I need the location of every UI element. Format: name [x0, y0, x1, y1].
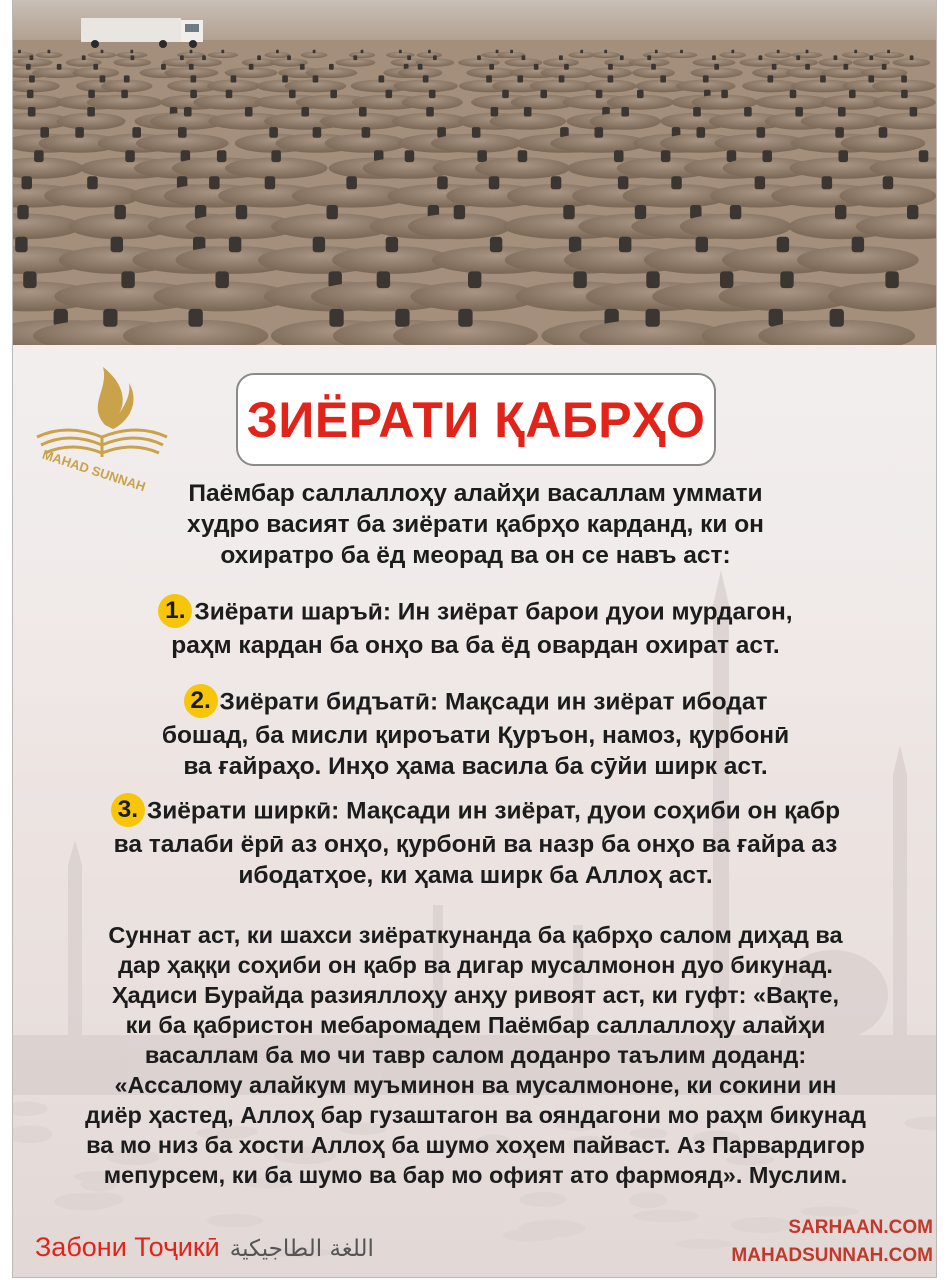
grave-stone: [619, 237, 631, 253]
grave-stone: [712, 55, 716, 60]
grave-stone: [330, 90, 337, 98]
grave-stone: [300, 64, 305, 70]
grave-stone: [75, 127, 84, 138]
grave-stone: [661, 150, 671, 162]
grave-stone: [100, 75, 106, 82]
grave-stone: [329, 309, 343, 327]
grave-stone: [820, 75, 826, 82]
grave-stone: [377, 271, 390, 288]
grave-stone: [111, 237, 123, 253]
mahad-sunnah-logo: [17, 345, 187, 495]
grave-stone: [714, 64, 719, 70]
grave-stone: [510, 50, 513, 54]
grave-stone: [101, 50, 104, 54]
grave-stone: [727, 150, 737, 162]
sunnah-line: мепурсем, ки ба шумо ва бар мо офият ато фармояд». Муслим.: [103, 1162, 848, 1188]
grave-stone: [806, 50, 809, 54]
grave-stone: [646, 271, 659, 288]
grave-stone: [125, 150, 135, 162]
sunnah-line: Ҳадиси Бурайда разияллоҳу анҳу ривоят аст, ки гуфт: «Вақте,: [112, 982, 839, 1008]
grave-stone: [680, 50, 683, 54]
grave-stone: [184, 107, 192, 117]
grave-stone: [289, 90, 296, 98]
sunnah-line: ва мо низ ба хости Аллоҳ ба шумо хоҳем пайваст. Аз Парвардигор: [86, 1132, 865, 1158]
number-badge: 1.: [158, 594, 192, 628]
grave-stone: [87, 107, 95, 117]
grave-stone: [835, 205, 846, 219]
grave-stone: [17, 205, 28, 219]
list-item-line: бошад, ба мисли қироъати Қуръон, намоз, қурбонӣ: [161, 722, 790, 749]
grave-stone: [564, 64, 569, 70]
grave-stone: [620, 55, 624, 60]
grave-stone: [29, 75, 35, 82]
list-item-3: [13, 795, 937, 891]
grave-stone: [534, 64, 539, 70]
grave-stone: [209, 176, 220, 189]
grave-stone: [202, 55, 206, 60]
grave-stone: [428, 50, 431, 54]
grave-stone: [730, 205, 741, 219]
page-title: ЗИЁРАТИ ҚАБРҲО: [246, 391, 706, 448]
grave-stone: [161, 64, 166, 70]
grave-stone: [399, 50, 402, 54]
grave-stone: [433, 55, 437, 60]
grave-stone: [221, 50, 224, 54]
grave-stone: [34, 150, 44, 162]
intro-line: худро васият ба зиёрати қабрҳо карданд, ки он: [187, 511, 764, 538]
grave-stone: [28, 107, 36, 117]
grave-stone: [540, 90, 547, 98]
grave-stone: [301, 107, 309, 117]
grave-stone: [418, 64, 423, 70]
grave-stone: [703, 75, 709, 82]
background-mound: [519, 1192, 566, 1207]
grave-stone: [559, 55, 563, 60]
sunnah-line: «Ассалому алайкум муъминон ва мусалмононе, ки сокини ин: [114, 1072, 837, 1098]
grave-stone: [313, 75, 319, 82]
grave-stone: [477, 55, 481, 60]
grave-stone: [236, 205, 247, 219]
grave-stone: [879, 127, 888, 138]
grave-stone: [407, 55, 411, 60]
grave-stone: [93, 64, 98, 70]
grave-stone: [226, 90, 233, 98]
grave-stone: [353, 55, 357, 60]
grave-stone: [720, 271, 733, 288]
grave-stone: [777, 50, 780, 54]
grave-stone: [780, 271, 793, 288]
grave-stone: [359, 107, 367, 117]
grave-stone: [744, 107, 752, 117]
grave-stone: [755, 176, 766, 189]
grave-stone: [835, 127, 844, 138]
grave-stone: [57, 64, 62, 70]
grave-stone: [477, 150, 487, 162]
grave-stone: [907, 205, 918, 219]
grave-stone: [313, 237, 325, 253]
flame-icon: [98, 367, 134, 429]
grave-stone: [491, 107, 499, 117]
list-item-line: ва ғайраҳо. Инҳо ҳама васила ба сӯйи ширк аст.: [183, 753, 768, 780]
grave-stone: [257, 55, 261, 60]
grave-stone: [635, 205, 646, 219]
number-badge: 3.: [111, 793, 145, 827]
grave-stone: [614, 150, 624, 162]
sunnah-line: васаллам ба мо чи тавр салом доданро таълим доданд:: [144, 1042, 807, 1068]
sunnah-line: дар ҳаққи соҳиби он қабр ва дигар мусалмонон дуо бикунад.: [118, 952, 833, 978]
list-item-1: [13, 596, 937, 661]
grave-stone: [647, 55, 651, 60]
grave-stone: [22, 176, 33, 189]
grave-stone: [362, 127, 371, 138]
website-link-mahadsunnah[interactable]: MAHADSUNNAH.COM: [731, 1245, 933, 1266]
list-item-line: ибодатҳое, ки ҳама ширк ба Аллоҳ аст.: [238, 862, 713, 889]
grave-stone: [217, 150, 227, 162]
intro-line: Паёмбар саллаллоҳу алайҳи васаллам уммати: [188, 480, 763, 507]
grave-stone: [660, 75, 666, 82]
number-badge: 2.: [184, 684, 218, 718]
grave-stone: [839, 150, 849, 162]
grave-stone: [910, 55, 914, 60]
list-item-line: [13, 596, 937, 630]
grave-stone: [621, 107, 629, 117]
grave-stone: [849, 90, 856, 98]
grave-stone: [518, 150, 528, 162]
intro-line: охиратро ба ёд меорад ва он се навъ аст:: [220, 542, 731, 569]
cemetery-photo: [13, 0, 937, 345]
background-mound: [503, 1229, 557, 1241]
grave-stone: [919, 150, 929, 162]
grave-stone: [190, 50, 193, 54]
grave-stone: [573, 271, 586, 288]
grave-stone: [868, 75, 874, 82]
grave-stone: [608, 75, 614, 82]
grave-stone: [768, 75, 774, 82]
grave-stone: [103, 309, 117, 327]
cemetery-photo-svg: [13, 0, 937, 345]
grave-stone: [271, 150, 281, 162]
grave-stone: [313, 50, 316, 54]
grave-stone: [772, 64, 777, 70]
grave-stone: [805, 64, 810, 70]
grave-stone: [655, 50, 658, 54]
grave-stone: [287, 55, 291, 60]
grave-stone: [178, 127, 187, 138]
sunnah-line: Суннат аст, ки шахси зиёраткунанда ба қабрҳо салом диҳад ва: [108, 922, 843, 948]
grave-stone: [30, 55, 34, 60]
grave-stone: [282, 75, 288, 82]
grave-stone: [671, 176, 682, 189]
grave-stone: [637, 90, 644, 98]
grave-stone: [651, 64, 656, 70]
grave-stone: [18, 50, 21, 54]
grave-stone: [769, 309, 783, 327]
grave-stone: [87, 176, 98, 189]
grave-stone: [822, 176, 833, 189]
grave-stone: [265, 176, 276, 189]
grave-stone: [437, 127, 446, 138]
grave-stone: [757, 127, 766, 138]
grave-stone: [885, 271, 898, 288]
background-mound: [207, 1214, 263, 1227]
grave-stone: [486, 75, 492, 82]
grave-stone: [191, 75, 197, 82]
grave-stone: [329, 64, 334, 70]
grave-stone: [361, 50, 364, 54]
list-item-line: ва талаби ёрӣ аз онҳо, қурбонӣ ва назр ба онҳо ва ғайра аз: [113, 831, 838, 858]
grave-stone: [88, 90, 95, 98]
grave-stone: [559, 75, 565, 82]
grave-stone: [216, 271, 229, 288]
website-link-sarhaan[interactable]: SARHAAN.COM: [788, 1217, 933, 1238]
grave-stone: [604, 50, 607, 54]
grave-stone: [180, 55, 184, 60]
grave-stone: [595, 127, 604, 138]
grave-stone: [15, 237, 27, 253]
grave-stone: [910, 107, 918, 117]
list-item-line: [13, 686, 937, 720]
grave-stone: [386, 90, 393, 98]
grave-stone: [517, 75, 523, 82]
grave-stone: [489, 64, 494, 70]
grave-stone: [130, 50, 133, 54]
grave-stone: [190, 90, 197, 98]
grave-stone: [489, 176, 500, 189]
grave-stone: [563, 205, 574, 219]
grave-stone: [901, 90, 908, 98]
website-links: [673, 1214, 933, 1270]
grave-stone: [346, 176, 357, 189]
grave-stone: [189, 309, 203, 327]
language-arabic: اللغة الطاجيكية: [229, 1236, 374, 1262]
grave-stone: [454, 205, 465, 219]
grave-stone: [121, 271, 134, 288]
grave-stone: [379, 75, 385, 82]
grave-stone: [496, 50, 499, 54]
background-mound: [629, 1192, 666, 1208]
language-tajik: Забони Тоҷикӣ: [35, 1232, 220, 1262]
grave-stone: [901, 75, 907, 82]
grave-stone: [731, 50, 734, 54]
grave-stone: [231, 75, 237, 82]
grave-stone: [796, 55, 800, 60]
grave-stone: [882, 64, 887, 70]
list-item-2: [13, 686, 937, 782]
grave-stone: [522, 55, 526, 60]
grave-stone: [468, 271, 481, 288]
grave-stone: [395, 309, 409, 327]
grave-stone: [327, 205, 338, 219]
list-item-line: [13, 795, 937, 829]
grave-stone: [437, 176, 448, 189]
grave-stone: [124, 75, 130, 82]
grave-stone: [869, 55, 873, 60]
grave-stone: [131, 55, 135, 60]
grave-stone: [405, 150, 415, 162]
list-item-text: Зиёрати ширкӣ: Мақсади ин зиёрат, дуои соҳиби он қабр: [146, 797, 841, 825]
intro-paragraph: [13, 478, 937, 571]
grave-stone: [229, 237, 241, 253]
grave-stone: [759, 55, 763, 60]
grave-stone: [834, 55, 838, 60]
grave-stone: [697, 127, 706, 138]
grave-stone: [777, 237, 789, 253]
list-item-line: раҳм кардан ба онҳо ва ба ёд овардан охират аст.: [171, 632, 780, 659]
grave-stone: [82, 55, 86, 60]
grave-stone: [26, 64, 31, 70]
grave-stone: [646, 309, 660, 327]
grave-stone: [608, 64, 613, 70]
grave-stone: [854, 50, 857, 54]
grave-stone: [883, 176, 894, 189]
grave-stone: [458, 309, 472, 327]
grave-stone: [386, 237, 398, 253]
grave-stone: [696, 237, 708, 253]
grave-stone: [551, 176, 562, 189]
grave-stone: [887, 50, 890, 54]
grave-stone: [245, 107, 253, 117]
grave-stone: [524, 107, 532, 117]
grave-stone: [40, 127, 49, 138]
sunnah-paragraph: [13, 920, 937, 1190]
grave-stone: [693, 107, 701, 117]
grave-stone: [618, 176, 629, 189]
grave-stone: [502, 90, 509, 98]
grave-stone: [763, 150, 773, 162]
background-mound: [54, 1193, 117, 1211]
grave-stone: [189, 64, 194, 70]
poster: [12, 0, 937, 1278]
grave-stone: [48, 50, 51, 54]
grave-stone: [313, 127, 322, 138]
grave-stone: [790, 90, 797, 98]
sunnah-line: ки ба қабристон мебаромадем Паёмбар саллаллоҳу алайҳи: [125, 1012, 826, 1038]
grave-stone: [276, 50, 279, 54]
language-label: [35, 1232, 374, 1266]
grave-stone: [27, 90, 34, 98]
sunnah-line: диёр ҳастед, Аллоҳ бар гузаштагон ва ояндагони мо раҳм бикунад: [85, 1102, 866, 1128]
grave-stone: [830, 309, 844, 327]
grave-stone: [795, 107, 803, 117]
grave-stone: [844, 64, 849, 70]
grave-stone: [269, 127, 278, 138]
grave-stone: [429, 90, 436, 98]
grave-stone: [721, 90, 728, 98]
grave-stone: [426, 107, 434, 117]
grave-stone: [838, 107, 846, 117]
grave-stone: [115, 205, 126, 219]
grave-stone: [132, 127, 141, 138]
grave-stone: [596, 90, 603, 98]
list-item-text: Зиёрати бидъатӣ: Мақсади ин зиёрат ибодат: [219, 688, 768, 716]
grave-stone: [852, 237, 864, 253]
grave-stone: [423, 75, 429, 82]
logo-caption: MAHAD SUNNAH: [40, 446, 148, 495]
grave-stone: [472, 127, 481, 138]
grave-stone: [23, 271, 36, 288]
title-box: [236, 373, 716, 466]
grave-stone: [249, 64, 254, 70]
grave-stone: [121, 90, 128, 98]
grave-stone: [490, 237, 502, 253]
list-item-text: Зиёрати шаръӣ: Ин зиёрат барои дуои мурдагон,: [194, 598, 793, 626]
grave-stone: [569, 237, 581, 253]
grave-stone: [580, 50, 583, 54]
